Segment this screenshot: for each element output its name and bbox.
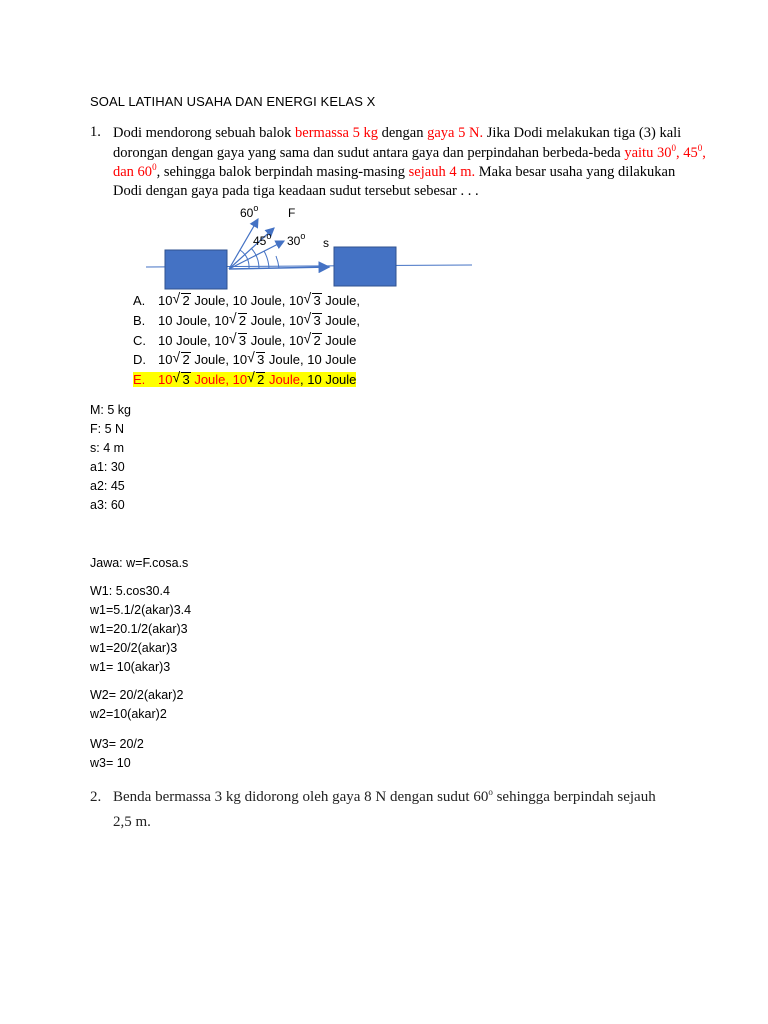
question-2-number: 2. [90,789,102,805]
known-angle-2: a2: 45 [90,479,125,493]
w2-step: w2=10(akar)2 [90,707,167,721]
w1-step: w1=5.1/2(akar)3.4 [90,603,192,617]
block-right [334,247,396,286]
diagram-label-45: 45$^o$ [253,231,272,248]
angle-30: yaitu $30^0$, $45^0$, [624,143,706,161]
question-1-line-4: Dodi dengan gaya pada tiga keadaan sudut tersebut sebesar . . . [113,183,479,199]
w3-step: W3= 20/2 [90,737,144,751]
w1-step: w1=20.1/2(akar)3 [90,622,188,636]
text: Dodi mendorong sebuah balok [113,125,296,141]
option-c: C. 10 Joule, 10√ 3 Joule, 10√ 2 Joule [133,333,356,348]
diagram-label-f: F [288,206,296,220]
w2-step: W2= 20/2(akar)2 [90,688,184,702]
option-d: D. 10√ 2 Joule, 10√ 3 Joule, 10 Joule [133,352,356,367]
question-1-number: 1. [90,124,101,140]
solution-formula: Jawa: w=F.cosa.s [90,556,189,570]
angle-arc-45 [251,248,259,268]
diagram-label-30: 30$^o$ [287,231,306,248]
question-2-line-2: 2,5 m. [113,814,151,830]
w1-step: w1=20/2(akar)3 [90,641,178,655]
page-title: SOAL LATIHAN USAHA DAN ENERGI KELAS X [90,94,376,109]
option-b: B. 10 Joule, 10√ 2 Joule, 10√ 3 Joule, [133,313,360,328]
angle-arc-30 [264,251,269,268]
known-mass: M: 5 kg [90,403,131,417]
distance-highlight: sejauh 4 m. [408,164,476,180]
diagram-label-s: s [323,236,329,250]
w1-step: W1: 5.cos30.4 [90,584,170,598]
question-2-line-1: Benda bermassa 3 kg didorong oleh gaya 8 N dengan sudut 60$^o$ sehingga berpindah sejauh [113,787,656,805]
option-e-correct: E. 10√ 3 Joule, 10√ 2 Joule, 10 Joule [133,372,356,387]
block-left [165,250,227,289]
known-force: F: 5 N [90,422,125,436]
known-angle-3: a3: 60 [90,498,125,512]
text: Maka besar usaha yang dilakukan [475,164,676,180]
w1-step: w1= 10(akar)3 [90,660,171,674]
known-angle-1: a1: 30 [90,460,125,474]
text: Jika Dodi melakukan tiga (3) kali [483,125,682,141]
force-highlight: gaya 5 N. [427,125,484,141]
diagram-label-60: 60$^o$ [240,203,259,220]
known-distance: s: 4 m [90,441,125,455]
text: dorongan dengan gaya yang sama dan sudut antara gaya dan perpindahan berbeda-beda [113,145,625,161]
w3-step: w3= 10 [90,756,131,770]
text: dengan [377,125,428,141]
angle-60: dan $60^0$ [113,162,157,180]
text: , sehingga balok berpindah masing-masing [156,164,409,180]
option-a: A. 10√ 2 Joule, 10 Joule, 10√ 3 Joule, [133,293,360,308]
mass-highlight: bermassa 5 kg [295,125,378,141]
